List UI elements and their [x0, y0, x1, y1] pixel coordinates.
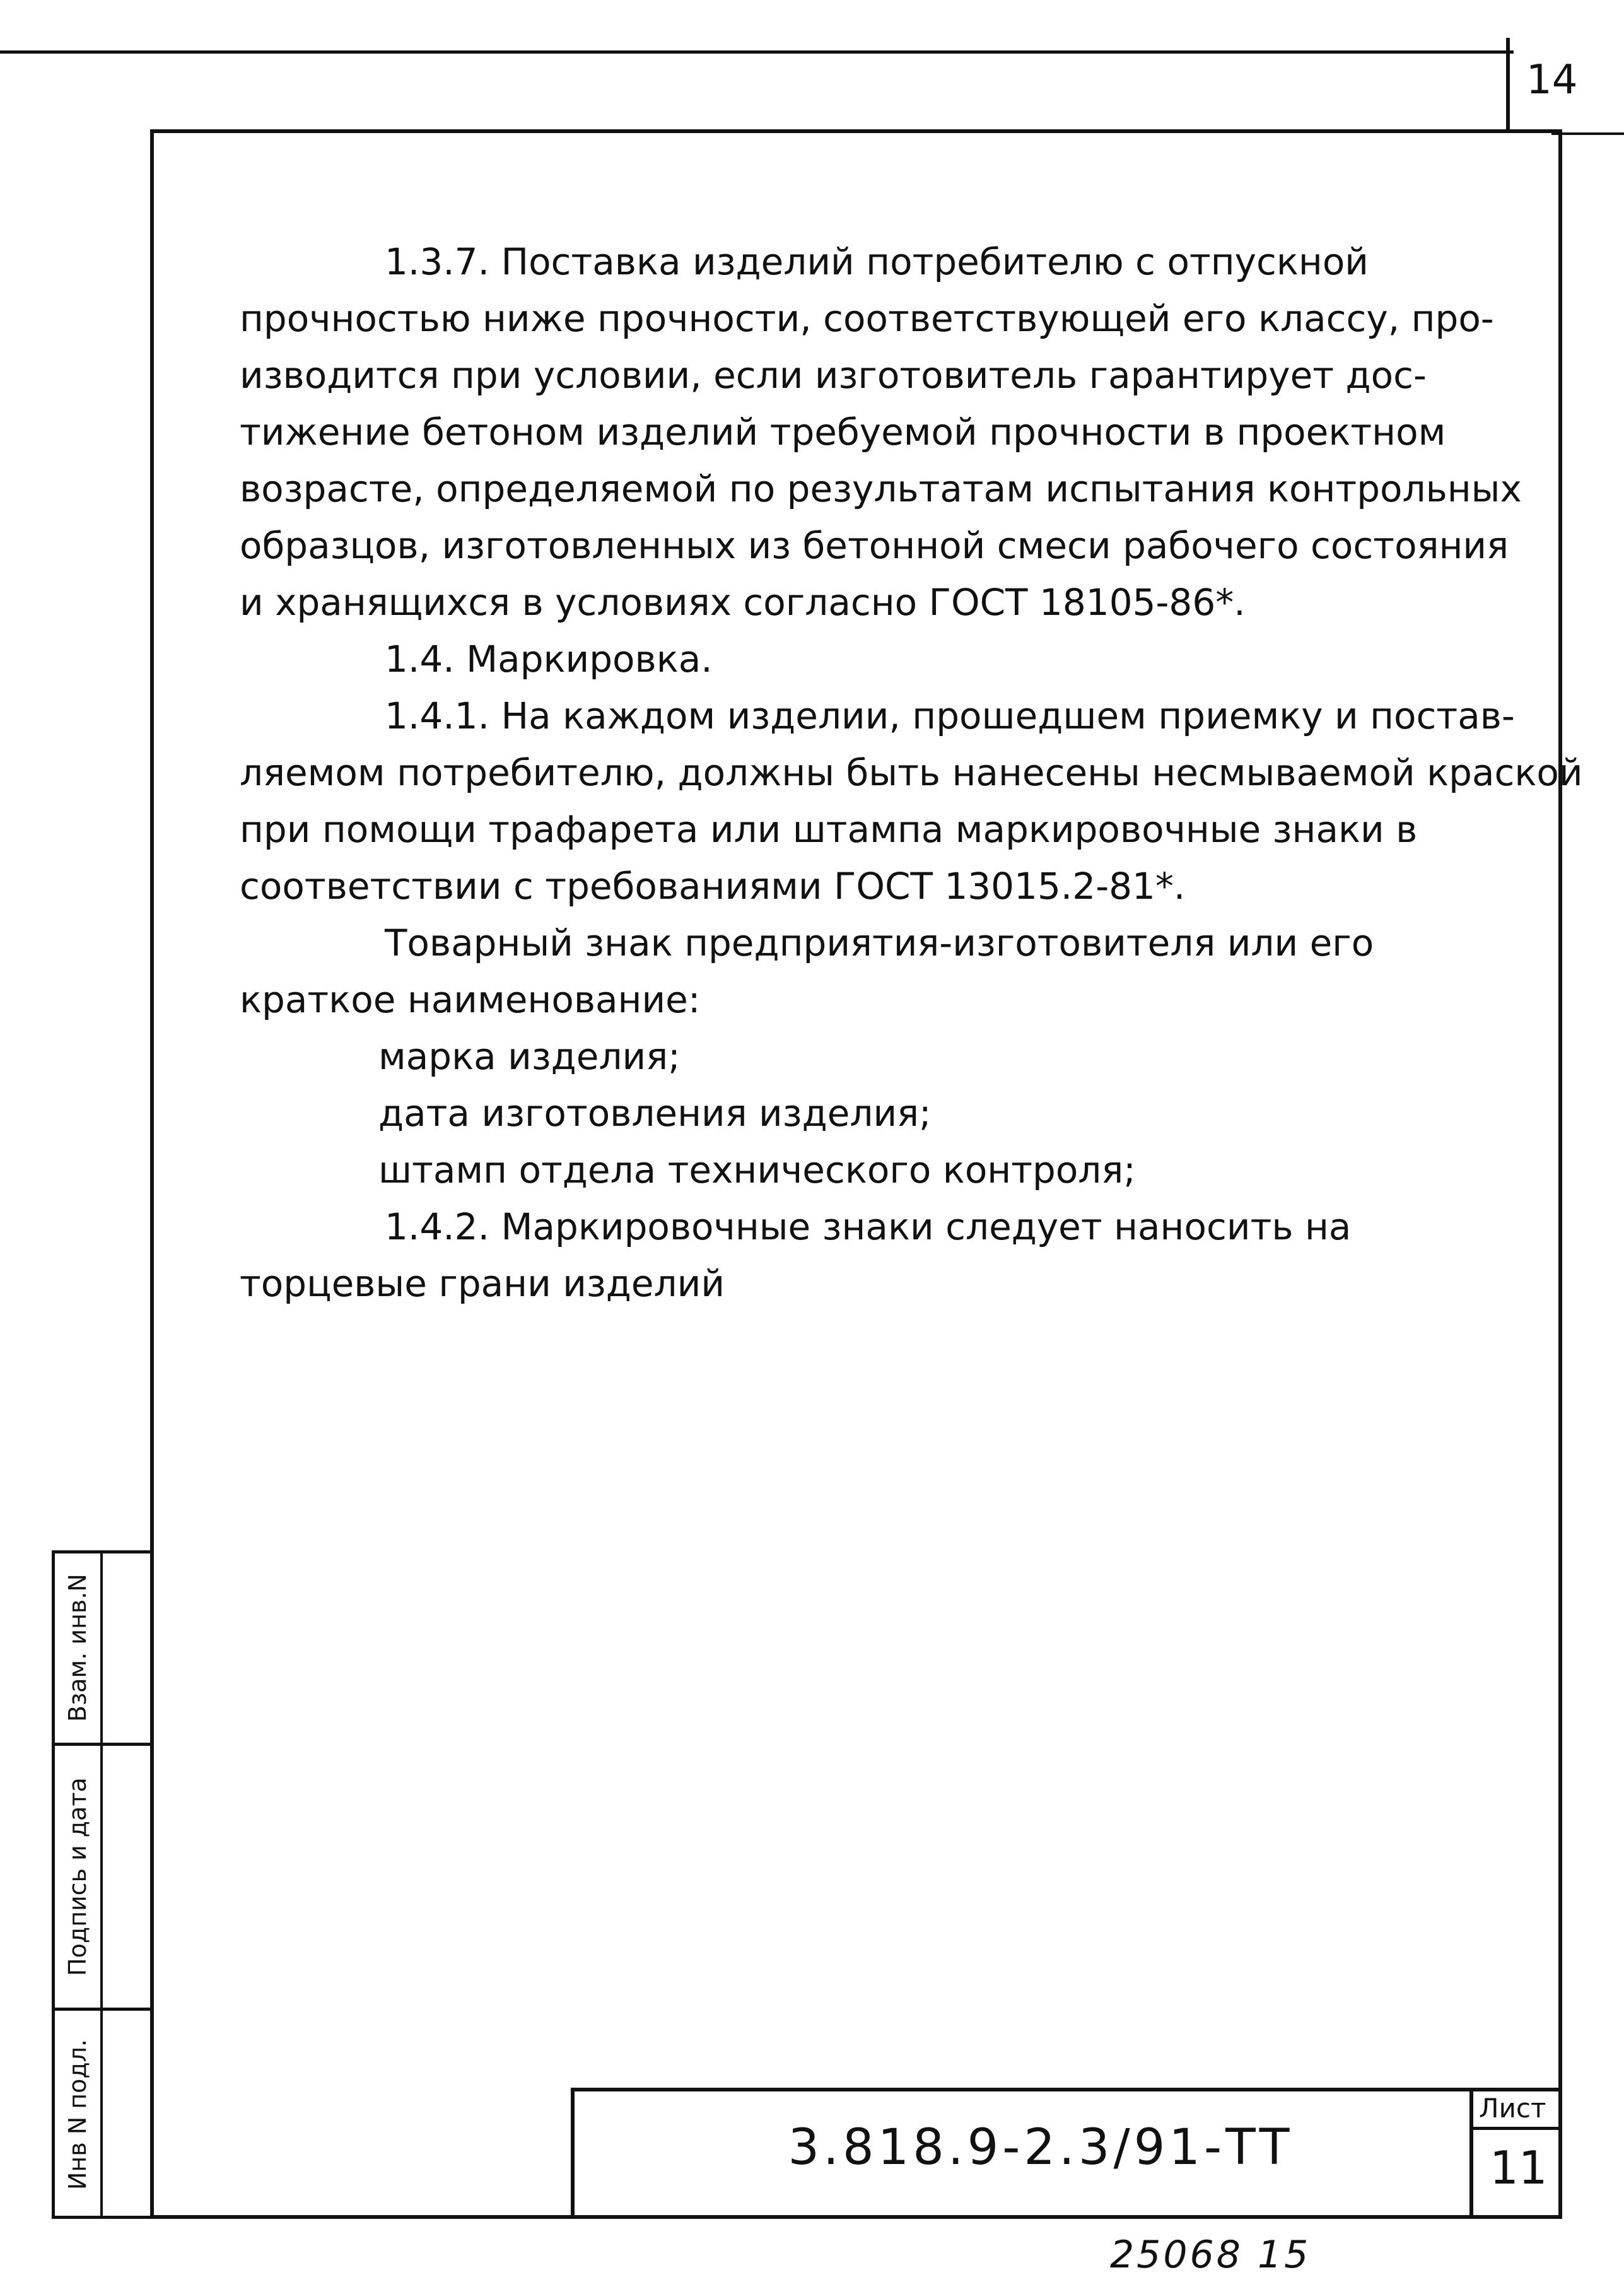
text-line: ляемом потребителю, должны быть нанесены несмываемой краской [240, 751, 1583, 794]
side-label-podpis: Подпись и дата [64, 1777, 91, 1976]
text-line: марка изделия; [378, 1035, 681, 1078]
text-line: при помощи трафарета или штампа маркировочные знаки в [240, 808, 1418, 851]
text-line: 1.4.2. Маркировочные знаки следует наносить на [385, 1205, 1352, 1248]
document-code: 3.818.9-2.3/91-ТТ [788, 2119, 1294, 2176]
text-line: возрасте, определяемой по результатам испытания контрольных [240, 467, 1522, 510]
page-number: 14 [1526, 57, 1578, 103]
side-label-inv: Инв N подл. [64, 2039, 91, 2190]
sheet-label: Лист [1479, 2093, 1546, 2124]
top-rule-tick [1506, 38, 1510, 132]
text-line: прочностью ниже прочности, соответствующей его классу, про- [240, 297, 1494, 340]
sheet-number: 11 [1490, 2141, 1548, 2194]
text-line: штамп отдела технического контроля; [378, 1149, 1136, 1191]
text-line: Товарный знак предприятия-изготовителя или его [385, 921, 1374, 964]
text-line: торцевые грани изделий [240, 1262, 725, 1305]
frame-extension-rule [1551, 132, 1624, 135]
side-label-vzam: Взам. инв.N [64, 1574, 91, 1723]
text-line: 1.3.7. Поставка изделий потребителю с отпускной [385, 240, 1369, 283]
sheet-box-separator [1469, 2127, 1562, 2130]
side-stamp [52, 1550, 150, 2219]
text-line: краткое наименование: [240, 978, 701, 1021]
text-line: 1.4. Маркировка. [385, 638, 713, 681]
text-line: и хранящихся в условиях согласно ГОСТ 18105-86*. [240, 581, 1246, 624]
handwritten-number: 25068 15 [1110, 2233, 1311, 2277]
document-body [240, 233, 1583, 1312]
side-stamp-divider [100, 1553, 103, 2216]
text-line: дата изготовления изделия; [378, 1092, 932, 1135]
text-line: тижение бетоном изделий требуемой прочности в проектном [240, 411, 1446, 453]
top-rule [0, 50, 1514, 54]
text-line: образцов, изготовленных из бетонной смеси рабочего состояния [240, 524, 1509, 567]
text-line: изводится при условии, если изготовитель гарантирует дос- [240, 354, 1427, 397]
text-line: 1.4.1. На каждом изделии, прошедшем приемку и постав- [385, 694, 1515, 737]
text-line: соответствии с требованиями ГОСТ 13015.2-81*. [240, 865, 1186, 908]
